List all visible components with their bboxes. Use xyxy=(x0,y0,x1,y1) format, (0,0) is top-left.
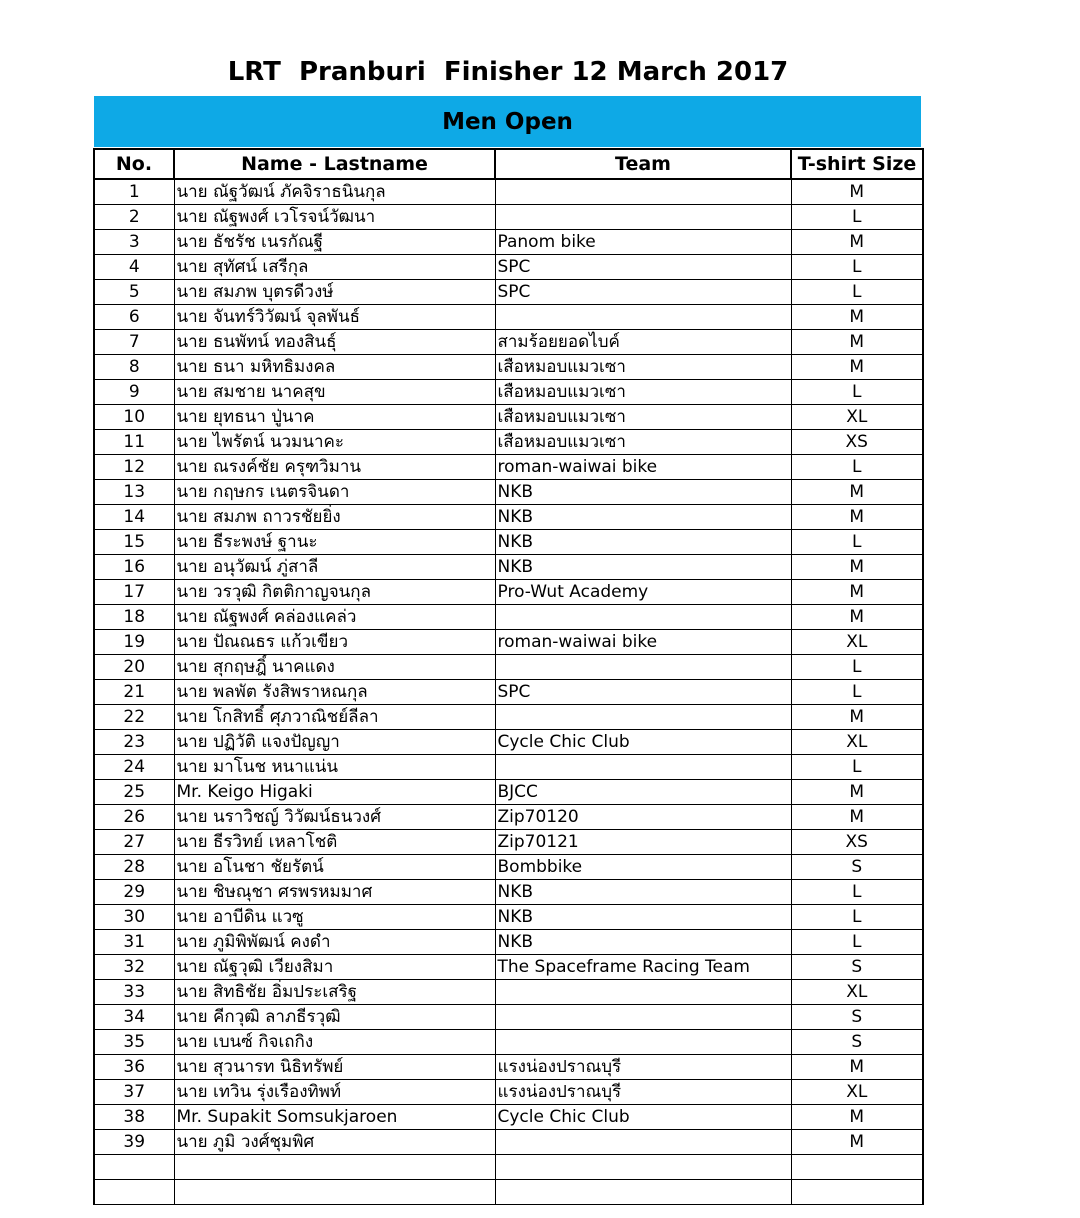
cell-no xyxy=(94,1155,174,1180)
table-row xyxy=(94,605,923,630)
cell-no: 9 xyxy=(94,380,174,405)
table-row xyxy=(94,505,923,530)
cell-no: 31 xyxy=(94,930,174,955)
cell-no: 15 xyxy=(94,530,174,555)
finisher-table xyxy=(93,148,924,1205)
cell-name: นาย สมภพ ถาวรชัยยิ่ง xyxy=(174,505,495,530)
table-row xyxy=(94,655,923,680)
table-row xyxy=(94,1055,923,1080)
cell-name: นาย ณัฐพงศ์ เวโรจน์วัฒนา xyxy=(174,205,495,230)
table-row xyxy=(94,630,923,655)
table-row xyxy=(94,455,923,480)
table-row xyxy=(94,930,923,955)
cell-no: 6 xyxy=(94,305,174,330)
table-body xyxy=(94,179,923,1205)
cell-team: Panom bike xyxy=(495,230,791,255)
cell-size: L xyxy=(791,380,923,405)
cell-no: 17 xyxy=(94,580,174,605)
cell-size: XL xyxy=(791,730,923,755)
cell-team xyxy=(495,605,791,630)
cell-team: SPC xyxy=(495,280,791,305)
cell-size: L xyxy=(791,905,923,930)
table-row xyxy=(94,430,923,455)
cell-name: นาย จันทร์วิวัฒน์ จุลพันธ์ xyxy=(174,305,495,330)
cell-size xyxy=(791,1180,923,1205)
table-row xyxy=(94,230,923,255)
cell-size: XL xyxy=(791,980,923,1005)
cell-team xyxy=(495,1155,791,1180)
header-name: Name - Lastname xyxy=(174,149,495,179)
cell-team: NKB xyxy=(495,555,791,580)
cell-no: 35 xyxy=(94,1030,174,1055)
table-row xyxy=(94,530,923,555)
cell-team xyxy=(495,1005,791,1030)
cell-no: 39 xyxy=(94,1130,174,1155)
table-row xyxy=(94,755,923,780)
cell-no: 10 xyxy=(94,405,174,430)
cell-no: 22 xyxy=(94,705,174,730)
cell-team: NKB xyxy=(495,505,791,530)
cell-no: 5 xyxy=(94,280,174,305)
cell-team: NKB xyxy=(495,480,791,505)
cell-size: L xyxy=(791,930,923,955)
cell-size xyxy=(791,1155,923,1180)
cell-team xyxy=(495,1180,791,1205)
cell-name: นาย สุทัศน์ เสรีกุล xyxy=(174,255,495,280)
header-team: Team xyxy=(495,149,791,179)
cell-size: XS xyxy=(791,430,923,455)
table-row xyxy=(94,280,923,305)
header-no: No. xyxy=(94,149,174,179)
cell-no: 28 xyxy=(94,855,174,880)
cell-name: นาย สมชาย นาคสุข xyxy=(174,380,495,405)
table-row xyxy=(94,980,923,1005)
cell-no xyxy=(94,1180,174,1205)
table-row xyxy=(94,955,923,980)
cell-name: นาย อโนชา ชัยรัตน์ xyxy=(174,855,495,880)
table-row xyxy=(94,305,923,330)
cell-team: Bombbike xyxy=(495,855,791,880)
cell-team: BJCC xyxy=(495,780,791,805)
table-row xyxy=(94,730,923,755)
table-row xyxy=(94,480,923,505)
cell-team xyxy=(495,655,791,680)
cell-team: SPC xyxy=(495,255,791,280)
table-row xyxy=(94,830,923,855)
cell-name: นาย อาบีดิน แวซู xyxy=(174,905,495,930)
cell-no: 29 xyxy=(94,880,174,905)
table-row xyxy=(94,1005,923,1030)
table-row xyxy=(94,1130,923,1155)
cell-team: roman-waiwai bike xyxy=(495,455,791,480)
cell-team: Cycle Chic Club xyxy=(495,1105,791,1130)
table-row xyxy=(94,1155,923,1180)
table-row xyxy=(94,1105,923,1130)
cell-team: The Spaceframe Racing Team xyxy=(495,955,791,980)
cell-no: 13 xyxy=(94,480,174,505)
cell-no: 34 xyxy=(94,1005,174,1030)
cell-no: 7 xyxy=(94,330,174,355)
cell-no: 23 xyxy=(94,730,174,755)
cell-name: นาย ยุทธนา ปู่นาค xyxy=(174,405,495,430)
cell-no: 30 xyxy=(94,905,174,930)
cell-team: SPC xyxy=(495,680,791,705)
cell-size: M xyxy=(791,305,923,330)
cell-size: L xyxy=(791,255,923,280)
cell-name: Mr. Supakit Somsukjaroen xyxy=(174,1105,495,1130)
cell-name: Mr. Keigo Higaki xyxy=(174,780,495,805)
cell-team: เสือหมอบแมวเซา xyxy=(495,355,791,380)
cell-size: M xyxy=(791,705,923,730)
cell-size: L xyxy=(791,755,923,780)
cell-no: 11 xyxy=(94,430,174,455)
cell-team: เสือหมอบแมวเซา xyxy=(495,380,791,405)
cell-name: นาย ภูมิ วงศ์ชุมพิศ xyxy=(174,1130,495,1155)
cell-name: นาย ธนพัทน์ ทองสินธุ์ xyxy=(174,330,495,355)
cell-team: Cycle Chic Club xyxy=(495,730,791,755)
cell-size: XS xyxy=(791,830,923,855)
cell-team: เสือหมอบแมวเซา xyxy=(495,430,791,455)
cell-name: นาย ณัฐพงศ์ คล่องแคล่ว xyxy=(174,605,495,630)
cell-name: นาย ธีรวิทย์ เหลาโชติ xyxy=(174,830,495,855)
cell-name: นาย กฤษกร เนตรจินดา xyxy=(174,480,495,505)
table-row xyxy=(94,880,923,905)
cell-name: นาย สิทธิชัย อิ่มประเสริฐ xyxy=(174,980,495,1005)
cell-team xyxy=(495,179,791,205)
cell-no: 27 xyxy=(94,830,174,855)
table-row xyxy=(94,555,923,580)
cell-no: 21 xyxy=(94,680,174,705)
table-row xyxy=(94,780,923,805)
cell-team: Zip70121 xyxy=(495,830,791,855)
table-row xyxy=(94,705,923,730)
cell-team xyxy=(495,205,791,230)
cell-size: M xyxy=(791,605,923,630)
category-banner: Men Open xyxy=(94,96,921,147)
cell-team: NKB xyxy=(495,930,791,955)
table-row xyxy=(94,680,923,705)
table-row xyxy=(94,805,923,830)
table-row xyxy=(94,580,923,605)
cell-name: นาย ภูมิพิพัฒน์ คงดำ xyxy=(174,930,495,955)
cell-size: XL xyxy=(791,630,923,655)
cell-team xyxy=(495,755,791,780)
cell-size: L xyxy=(791,530,923,555)
cell-name: นาย อนุวัฒน์ ภู่สาลี xyxy=(174,555,495,580)
cell-size: S xyxy=(791,855,923,880)
table-row xyxy=(94,905,923,930)
table-row xyxy=(94,355,923,380)
cell-team: สามร้อยยอดไบค์ xyxy=(495,330,791,355)
cell-team xyxy=(495,1030,791,1055)
table-row xyxy=(94,255,923,280)
cell-name: นาย ณัฐวัฒน์ ภัคจิราธนินกุล xyxy=(174,179,495,205)
cell-team: Zip70120 xyxy=(495,805,791,830)
cell-no: 36 xyxy=(94,1055,174,1080)
cell-size: L xyxy=(791,680,923,705)
cell-no: 12 xyxy=(94,455,174,480)
cell-size: M xyxy=(791,1130,923,1155)
cell-size: S xyxy=(791,1005,923,1030)
cell-no: 38 xyxy=(94,1105,174,1130)
cell-team xyxy=(495,705,791,730)
cell-no: 19 xyxy=(94,630,174,655)
cell-size: S xyxy=(791,955,923,980)
cell-name: นาย วรวุฒิ กิตติกาญจนกุล xyxy=(174,580,495,605)
cell-size: M xyxy=(791,580,923,605)
cell-name: นาย ธีระพงษ์ ฐานะ xyxy=(174,530,495,555)
cell-name: นาย คีกวุฒิ ลาภธีรวุฒิ xyxy=(174,1005,495,1030)
cell-name: นาย ธัชรัช เนรกัณฐี xyxy=(174,230,495,255)
cell-team xyxy=(495,980,791,1005)
cell-name: นาย เบนซ์ กิจเถกิง xyxy=(174,1030,495,1055)
cell-no: 26 xyxy=(94,805,174,830)
table-row xyxy=(94,1180,923,1205)
cell-name: นาย ณัฐวุฒิ เวียงสิมา xyxy=(174,955,495,980)
cell-name: นาย นราวิชญ์ วิวัฒน์ธนวงศ์ xyxy=(174,805,495,830)
cell-name: นาย สมภพ บุตรดีวงษ์ xyxy=(174,280,495,305)
cell-no: 33 xyxy=(94,980,174,1005)
cell-no: 32 xyxy=(94,955,174,980)
table-row xyxy=(94,1030,923,1055)
cell-size: L xyxy=(791,455,923,480)
table-row xyxy=(94,1080,923,1105)
cell-no: 14 xyxy=(94,505,174,530)
cell-no: 4 xyxy=(94,255,174,280)
cell-no: 16 xyxy=(94,555,174,580)
cell-size: XL xyxy=(791,405,923,430)
table-row xyxy=(94,179,923,205)
cell-size: M xyxy=(791,780,923,805)
cell-size: M xyxy=(791,1105,923,1130)
cell-size: M xyxy=(791,480,923,505)
cell-size: L xyxy=(791,280,923,305)
page-title: LRT Pranburi Finisher 12 March 2017 xyxy=(227,57,789,87)
cell-name: นาย ชิษณุชา ศรพรหมมาศ xyxy=(174,880,495,905)
cell-team: แรงน่องปราณบุรี xyxy=(495,1080,791,1105)
cell-name: นาย มาโนช หนาแน่น xyxy=(174,755,495,780)
cell-size: L xyxy=(791,880,923,905)
cell-no: 24 xyxy=(94,755,174,780)
cell-team: NKB xyxy=(495,905,791,930)
cell-team: NKB xyxy=(495,530,791,555)
header-size: T-shirt Size xyxy=(791,149,923,179)
cell-size: L xyxy=(791,205,923,230)
cell-size: M xyxy=(791,355,923,380)
cell-name: นาย ไพรัตน์ นวมนาคะ xyxy=(174,430,495,455)
table-row xyxy=(94,205,923,230)
cell-size: M xyxy=(791,330,923,355)
cell-name: นาย สุกฤษฎิ์ นาคแดง xyxy=(174,655,495,680)
cell-team: Pro-Wut Academy xyxy=(495,580,791,605)
cell-name: นาย โกสิทธิ์ ศุภวาณิชย์ลีลา xyxy=(174,705,495,730)
cell-no: 3 xyxy=(94,230,174,255)
table-row xyxy=(94,855,923,880)
cell-name: นาย ปัณณธร แก้วเขียว xyxy=(174,630,495,655)
cell-team xyxy=(495,305,791,330)
cell-no: 8 xyxy=(94,355,174,380)
cell-no: 1 xyxy=(94,179,174,205)
cell-name: นาย พลพัต รังสิพราหณกุล xyxy=(174,680,495,705)
cell-size: M xyxy=(791,1055,923,1080)
cell-name: นาย ปฏิวัติ แจงปัญญา xyxy=(174,730,495,755)
header-row xyxy=(94,149,923,179)
cell-team: เสือหมอบแมวเซา xyxy=(495,405,791,430)
cell-name xyxy=(174,1180,495,1205)
cell-size: S xyxy=(791,1030,923,1055)
cell-size: M xyxy=(791,505,923,530)
cell-size: M xyxy=(791,230,923,255)
cell-size: M xyxy=(791,179,923,205)
cell-team: NKB xyxy=(495,880,791,905)
cell-size: M xyxy=(791,555,923,580)
cell-no: 25 xyxy=(94,780,174,805)
cell-size: L xyxy=(791,655,923,680)
cell-name: นาย ณรงค์ชัย ครุฑวิมาน xyxy=(174,455,495,480)
cell-name: นาย เทวิน รุ่งเรืองทิพท์ xyxy=(174,1080,495,1105)
cell-no: 2 xyxy=(94,205,174,230)
table-row xyxy=(94,405,923,430)
cell-name: นาย ธนา มหิทธิมงคล xyxy=(174,355,495,380)
cell-no: 37 xyxy=(94,1080,174,1105)
cell-size: M xyxy=(791,805,923,830)
cell-no: 18 xyxy=(94,605,174,630)
table-row xyxy=(94,380,923,405)
cell-name xyxy=(174,1155,495,1180)
cell-team: roman-waiwai bike xyxy=(495,630,791,655)
cell-team xyxy=(495,1130,791,1155)
cell-size: XL xyxy=(791,1080,923,1105)
table-row xyxy=(94,330,923,355)
cell-no: 20 xyxy=(94,655,174,680)
cell-team: แรงน่องปราณบุรี xyxy=(495,1055,791,1080)
cell-name: นาย สุวนารท นิธิทรัพย์ xyxy=(174,1055,495,1080)
